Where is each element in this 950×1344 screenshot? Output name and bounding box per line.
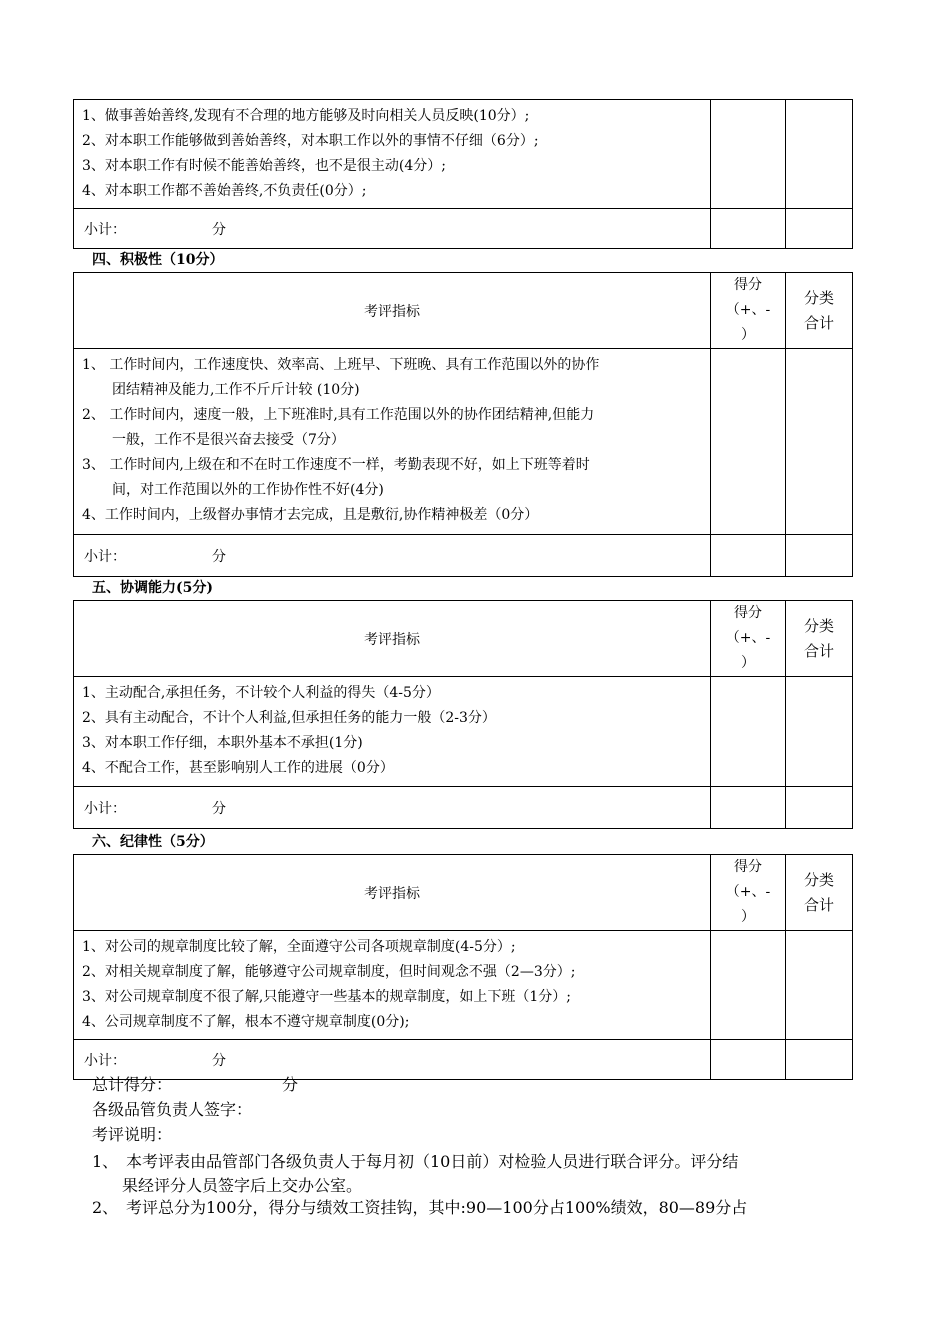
criteria-item: 3、 工作时间内,上级在和不在时工作速度不一样，考勤表现不好，如上下班等着时 间，对工作范围以外的工作协作性不好(4分) [82, 457, 590, 498]
header-indicator: 考评指标 [74, 601, 711, 677]
subtotal-unit: 分 [212, 800, 226, 817]
subtotal-total-cell[interactable] [786, 787, 853, 829]
criteria-item: 2、具有主动配合，不计个人利益,但承担任务的能力一般（2-3分） [82, 710, 496, 726]
note-item [92, 1150, 862, 1198]
subtotal-unit: 分 [212, 221, 226, 238]
total-score-line [92, 1073, 298, 1097]
subtotal-label: 小计： [84, 548, 126, 565]
section3-criteria [74, 100, 711, 209]
section6-criteria [74, 931, 711, 1040]
header-indicator: 考评指标 [74, 273, 711, 349]
criteria-item: 1、主动配合,承担任务，不计较个人利益的得失（4-5分） [82, 685, 440, 701]
header-score-line: 得分 [734, 859, 762, 875]
header-total-line: 合计 [803, 313, 834, 332]
section6-title: 六、纪律性（5分） [92, 834, 214, 850]
header-total-line: 合计 [803, 895, 834, 914]
criteria-item: 3、对本职工作仔细，本职外基本不承担(1分) [82, 735, 363, 751]
header-category-total [786, 273, 853, 349]
header-score-line: （+、- [725, 884, 771, 900]
subtotal-label: 小计： [84, 221, 126, 238]
header-score [711, 855, 786, 931]
criteria-item: 3、对本职工作有时候不能善始善终，也不是很主动(4分）; [82, 158, 446, 174]
section4-table [73, 272, 853, 577]
header-total-line: 分类 [803, 870, 834, 889]
note-number: 2、 [92, 1198, 119, 1217]
score-cell[interactable] [711, 100, 786, 209]
subtotal-total-cell[interactable] [786, 1040, 853, 1080]
subtotal-score-cell[interactable] [711, 535, 786, 577]
header-score-line: 得分 [734, 277, 762, 293]
category-total-cell[interactable] [786, 349, 853, 535]
subtotal-score-cell[interactable] [711, 1040, 786, 1080]
notes-title: 考评说明： [92, 1125, 173, 1144]
subtotal-row [74, 787, 711, 829]
header-score-line: （+、- [725, 302, 771, 318]
criteria-item: 2、 工作时间内，速度一般，上下班准时,具有工作范围以外的协作团结精神,但能力 一般，工作不是很兴奋去接受（7分） [82, 407, 595, 448]
score-cell[interactable] [711, 931, 786, 1040]
criteria-item: 1、对公司的规章制度比较了解，全面遵守公司各项规章制度(4-5分）; [82, 939, 516, 955]
header-category-total [786, 601, 853, 677]
note-continuation: 果经评分人员签字后上交办公室。 [122, 1176, 363, 1195]
header-score [711, 273, 786, 349]
criteria-item: 2、对本职工作能够做到善始善终，对本职工作以外的事情不仔细（6分）; [82, 133, 539, 149]
subtotal-label: 小计： [84, 1052, 126, 1069]
total-score-unit: 分 [282, 1075, 299, 1094]
criteria-item: 4、对本职工作都不善始善终,不负责任(0分）; [82, 183, 367, 199]
criteria-item: 4、不配合工作，甚至影响别人工作的进展（0分） [82, 760, 394, 776]
header-indicator: 考评指标 [74, 855, 711, 931]
section5-table [73, 600, 853, 829]
header-score-line: 得分 [734, 605, 762, 621]
category-total-cell[interactable] [786, 931, 853, 1040]
subtotal-row [74, 535, 711, 577]
category-total-cell[interactable] [786, 677, 853, 787]
section5-title: 五、协调能力(5分) [92, 580, 213, 596]
criteria-item: 4、公司规章制度不了解，根本不遵守规章制度(0分); [82, 1014, 410, 1030]
subtotal-total-cell[interactable] [786, 209, 853, 249]
signature-label: 各级品管负责人签字： [92, 1100, 253, 1119]
note-text: 本考评表由品管部门各级负责人于每月初（10日前）对检验人员进行联合评分。评分结 [126, 1152, 739, 1171]
criteria-item: 1、 工作时间内，工作速度快、效率高、上班早、下班晚、具有工作范围以外的协作 团结精神及能力,工作不斤斤计较 (10分) [82, 357, 600, 398]
note-item [92, 1196, 862, 1220]
header-total-line: 分类 [803, 616, 834, 635]
subtotal-score-cell[interactable] [711, 209, 786, 249]
criteria-item: 3、对公司规章制度不很了解,只能遵守一些基本的规章制度，如上下班（1分）; [82, 989, 571, 1005]
header-category-total [786, 855, 853, 931]
criteria-item: 4、工作时间内，上级督办事情才去完成，且是敷衍,协作精神极差（0分） [82, 507, 539, 523]
subtotal-total-cell[interactable] [786, 535, 853, 577]
header-score-line: ） [741, 327, 755, 343]
score-cell[interactable] [711, 677, 786, 787]
subtotal-row [74, 209, 711, 249]
criteria-item: 1、做事善始善终,发现有不合理的地方能够及时向相关人员反映(10分）; [82, 108, 530, 124]
total-score-label: 总计得分： [92, 1075, 173, 1094]
score-cell[interactable] [711, 349, 786, 535]
section3-table [73, 99, 853, 249]
header-score [711, 601, 786, 677]
header-score-line: （+、- [725, 630, 771, 646]
section4-title: 四、积极性（10分） [92, 252, 224, 268]
category-total-cell[interactable] [786, 100, 853, 209]
section6-table [73, 854, 853, 1080]
subtotal-label: 小计： [84, 800, 126, 817]
section5-criteria [74, 677, 711, 787]
subtotal-score-cell[interactable] [711, 787, 786, 829]
subtotal-unit: 分 [212, 1052, 226, 1069]
note-number: 1、 [92, 1152, 119, 1171]
note-text: 考评总分为100分，得分与绩效工资挂钩，其中:90—100分占100%绩效，80—89分占 [126, 1198, 748, 1217]
section4-criteria [74, 349, 711, 535]
header-total-line: 分类 [803, 288, 834, 307]
header-score-line: ） [741, 909, 755, 925]
header-total-line: 合计 [803, 641, 834, 660]
header-score-line: ） [741, 655, 755, 671]
criteria-item: 2、对相关规章制度了解，能够遵守公司规章制度，但时间观念不强（2—3分）; [82, 964, 576, 980]
subtotal-unit: 分 [212, 548, 226, 565]
